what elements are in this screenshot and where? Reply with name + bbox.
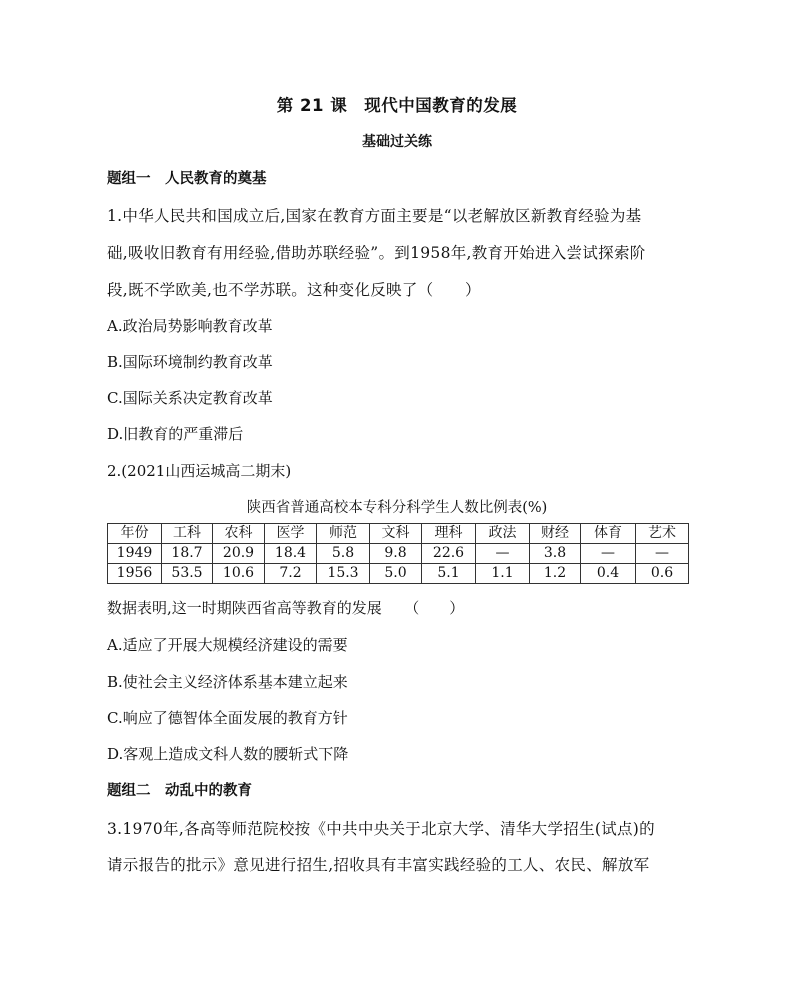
table-cell: 22.6 xyxy=(422,544,476,564)
question-2-stem: 数据表明,这一时期陕西省高等教育的发展 （ ） xyxy=(107,599,465,617)
section-heading-group2: 题组二 动乱中的教育 xyxy=(107,783,252,799)
table-cell: 3.8 xyxy=(530,544,581,564)
page-subtitle: 基础过关练 xyxy=(362,134,432,150)
table-cell: 1.2 xyxy=(530,564,581,584)
table-cell: 18.7 xyxy=(162,544,213,564)
question-2-source: 2.(2021山西运城高二期末) xyxy=(107,462,292,480)
question-3-line-1: 3.1970年,各高等师范院校按《中共中央关于北京大学、清华大学招生(试点)的 xyxy=(107,820,655,838)
table-cell: 5.0 xyxy=(370,564,422,584)
question-1-option-d: D.旧教育的严重滞后 xyxy=(107,425,244,443)
table-cell: 0.4 xyxy=(581,564,636,584)
table-cell: 15.3 xyxy=(317,564,370,584)
table-header-cell: 工科 xyxy=(162,524,213,544)
question-1-line-3: 段,既不学欧美,也不学苏联。这种变化反映了（ ） xyxy=(107,281,481,299)
table-header-cell: 农科 xyxy=(213,524,265,544)
table-cell: 0.6 xyxy=(636,564,689,584)
table-header-cell: 师范 xyxy=(317,524,370,544)
table-row xyxy=(108,544,689,564)
table-cell: 1949 xyxy=(108,544,162,564)
table-header-cell: 文科 xyxy=(370,524,422,544)
data-table xyxy=(107,523,689,584)
table-caption: 陕西省普通高校本专科分科学生人数比例表(%) xyxy=(246,500,548,516)
table-cell: — xyxy=(636,544,689,564)
table-header-cell: 年份 xyxy=(108,524,162,544)
table-row xyxy=(108,564,689,584)
table-cell: 9.8 xyxy=(370,544,422,564)
table-cell: 53.5 xyxy=(162,564,213,584)
table-header-cell: 政法 xyxy=(476,524,530,544)
table-header-row xyxy=(108,524,689,544)
table-cell: 1.1 xyxy=(476,564,530,584)
table-cell: 5.8 xyxy=(317,544,370,564)
question-2-option-c: C.响应了德智体全面发展的教育方针 xyxy=(107,709,348,727)
page-title: 第 21 课 现代中国教育的发展 xyxy=(276,96,518,115)
table-cell: 1956 xyxy=(108,564,162,584)
question-1-line-1: 1.中华人民共和国成立后,国家在教育方面主要是“以老解放区新教育经验为基 xyxy=(107,207,642,225)
table-header-cell: 医学 xyxy=(265,524,317,544)
question-2-option-b: B.使社会主义经济体系基本建立起来 xyxy=(107,673,348,691)
table-cell: 10.6 xyxy=(213,564,265,584)
table-cell: — xyxy=(581,544,636,564)
question-2-option-d: D.客观上造成文科人数的腰斩式下降 xyxy=(107,745,349,763)
table-header-cell: 理科 xyxy=(422,524,476,544)
table-header-cell: 艺术 xyxy=(636,524,689,544)
question-1-option-a: A.政治局势影响教育改革 xyxy=(107,317,273,335)
table-cell: 20.9 xyxy=(213,544,265,564)
question-1-option-c: C.国际关系决定教育改革 xyxy=(107,389,273,407)
table-cell: — xyxy=(476,544,530,564)
table-cell: 5.1 xyxy=(422,564,476,584)
section-heading-group1: 题组一 人民教育的奠基 xyxy=(107,171,267,187)
table-cell: 18.4 xyxy=(265,544,317,564)
table-header-cell: 体育 xyxy=(581,524,636,544)
question-3-line-2: 请示报告的批示》意见进行招生,招收具有丰富实践经验的工人、农民、解放军 xyxy=(107,856,650,874)
table-cell: 7.2 xyxy=(265,564,317,584)
question-2-option-a: A.适应了开展大规模经济建设的需要 xyxy=(107,636,348,654)
table-header-cell: 财经 xyxy=(530,524,581,544)
question-1-option-b: B.国际环境制约教育改革 xyxy=(107,353,273,371)
question-1-line-2: 础,吸收旧教育有用经验,借助苏联经验”。到1958年,教育开始进入尝试探索阶 xyxy=(107,244,646,262)
